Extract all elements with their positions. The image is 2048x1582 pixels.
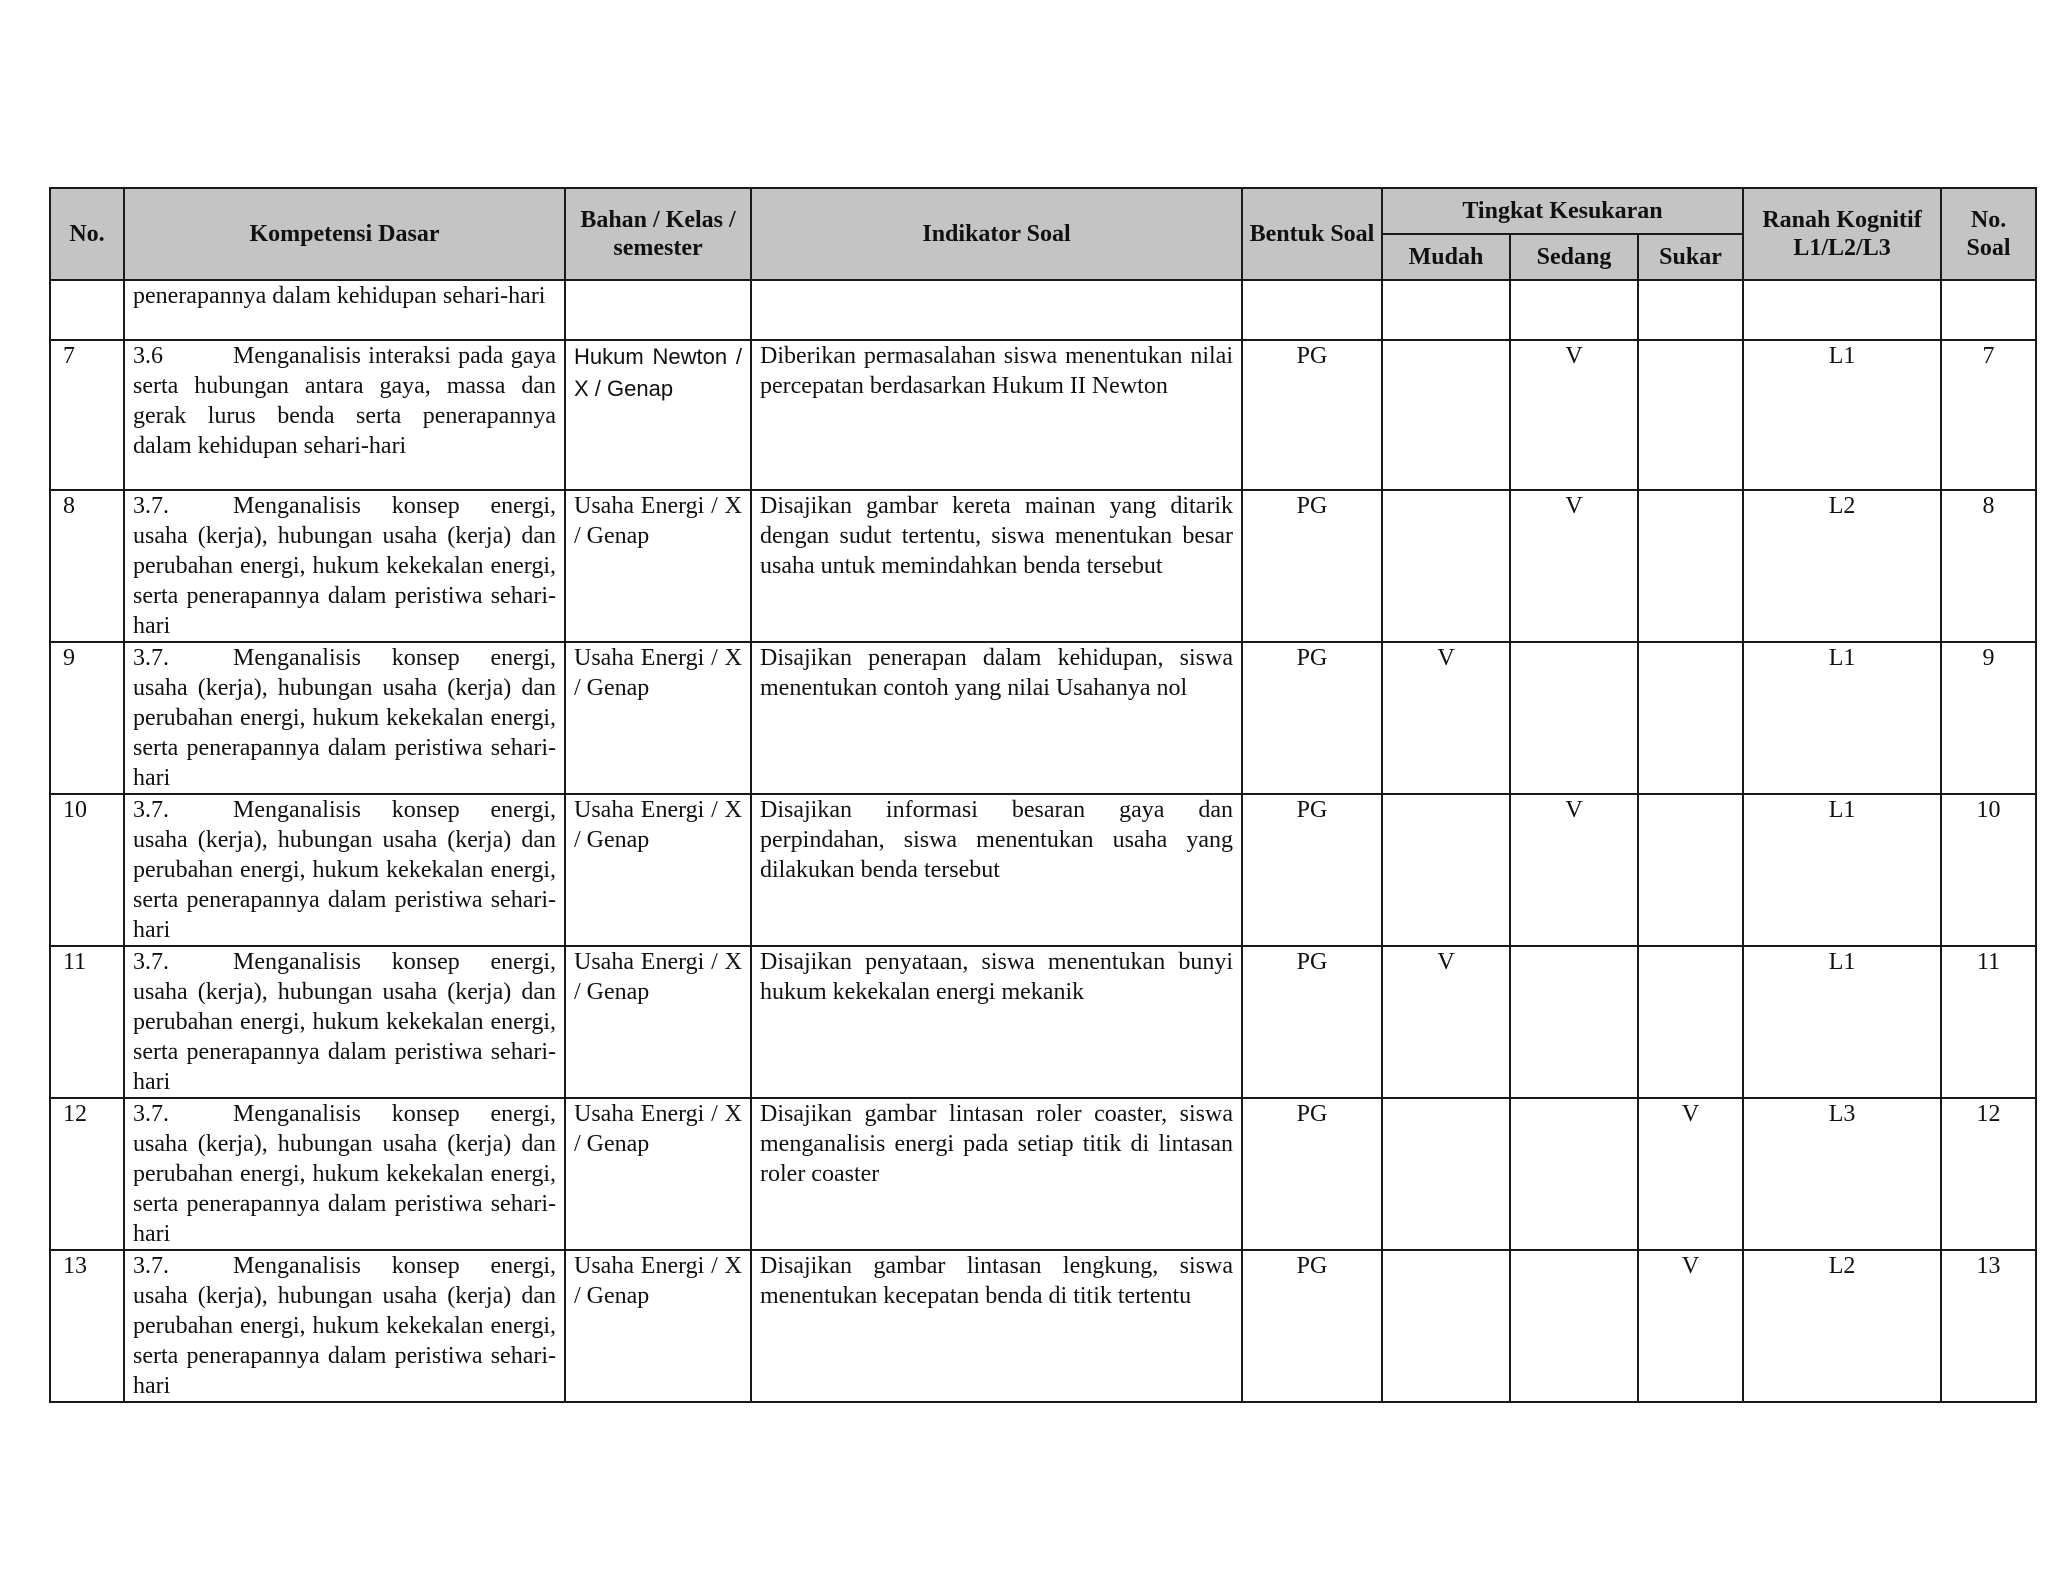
cell-sukar: V <box>1638 1250 1743 1402</box>
cell-bentuk: PG <box>1242 946 1382 1098</box>
cell-no: 13 <box>50 1250 124 1402</box>
cell-bentuk: PG <box>1242 794 1382 946</box>
cell-no: 11 <box>50 946 124 1098</box>
cell-bentuk: PG <box>1242 1098 1382 1250</box>
cell-bahan: Usaha Energi / X / Genap <box>565 946 751 1098</box>
table-body <box>50 280 2036 1402</box>
cell-kompetensi-dasar <box>124 642 565 794</box>
cell-sukar <box>1638 642 1743 794</box>
table-row-continuation <box>50 280 2036 340</box>
cell-sukar <box>1638 280 1743 340</box>
cell-no-soal: 12 <box>1941 1098 2036 1250</box>
cell-bentuk: PG <box>1242 642 1382 794</box>
table-row <box>50 642 2036 794</box>
kd-text: Menganalisis konsep energi, usaha (kerja), hubungan usaha (kerja) dan perubahan energi, hukum kekekalan energi, serta penerapannya dalam peristiwa sehari-hari <box>133 1253 556 1399</box>
cell-indikator: Disajikan gambar lintasan roler coaster, siswa menganalisis energi pada setiap titik di lintasan roler coaster <box>751 1098 1242 1250</box>
kd-number: 3.7. <box>133 493 169 519</box>
cell-bahan: Usaha Energi / X / Genap <box>565 1098 751 1250</box>
cell-sukar <box>1638 794 1743 946</box>
cell-sedang <box>1510 1250 1638 1402</box>
kisi-kisi-table <box>49 187 2037 1403</box>
cell-no-soal <box>1941 280 2036 340</box>
cell-mudah: V <box>1382 946 1510 1098</box>
cell-ranah: L2 <box>1743 490 1941 642</box>
kd-text: Menganalisis konsep energi, usaha (kerja), hubungan usaha (kerja) dan perubahan energi, hukum kekekalan energi, serta penerapannya dalam peristiwa sehari-hari <box>133 949 556 1095</box>
kd-text: Menganalisis interaksi pada gaya serta hubungan antara gaya, massa dan gerak lurus benda serta penerapannya dalam kehidupan sehari-hari <box>133 343 556 459</box>
cell-sedang: V <box>1510 794 1638 946</box>
cell-mudah <box>1382 490 1510 642</box>
cell-bahan: Usaha Energi / X / Genap <box>565 1250 751 1402</box>
cell-indikator <box>751 280 1242 340</box>
cell-kompetensi-dasar <box>124 1098 565 1250</box>
cell-ranah: L1 <box>1743 794 1941 946</box>
header-sedang: Sedang <box>1510 234 1638 280</box>
cell-ranah: L3 <box>1743 1098 1941 1250</box>
table-header <box>50 188 2036 280</box>
cell-bahan: Usaha Energi / X / Genap <box>565 794 751 946</box>
header-sukar: Sukar <box>1638 234 1743 280</box>
kd-text: Menganalisis konsep energi, usaha (kerja), hubungan usaha (kerja) dan perubahan energi, hukum kekekalan energi, serta penerapannya dalam peristiwa sehari-hari <box>133 645 556 791</box>
cell-bahan: Hukum Newton / X / Genap <box>565 340 751 490</box>
cell-no: 10 <box>50 794 124 946</box>
cell-bentuk <box>1242 280 1382 340</box>
cell-ranah: L1 <box>1743 340 1941 490</box>
header-kompetensi-dasar: Kompetensi Dasar <box>124 188 565 280</box>
kd-text: Menganalisis konsep energi, usaha (kerja), hubungan usaha (kerja) dan perubahan energi, hukum kekekalan energi, serta penerapannya dalam peristiwa sehari-hari <box>133 493 556 639</box>
cell-kompetensi-dasar <box>124 490 565 642</box>
header-tingkat-kesukaran: Tingkat Kesukaran <box>1382 188 1743 234</box>
cell-no-soal: 10 <box>1941 794 2036 946</box>
header-mudah: Mudah <box>1382 234 1510 280</box>
kd-number: 3.7. <box>133 1253 169 1279</box>
table-row <box>50 946 2036 1098</box>
kd-number: 3.7. <box>133 1101 169 1127</box>
cell-no-soal: 11 <box>1941 946 2036 1098</box>
cell-indikator: Disajikan gambar kereta mainan yang ditarik dengan sudut tertentu, siswa menentukan besar usaha untuk memindahkan benda tersebut <box>751 490 1242 642</box>
cell-mudah <box>1382 794 1510 946</box>
cell-sedang <box>1510 1098 1638 1250</box>
cell-mudah <box>1382 1098 1510 1250</box>
cell-sedang <box>1510 642 1638 794</box>
cell-ranah <box>1743 280 1941 340</box>
cell-bentuk: PG <box>1242 340 1382 490</box>
cell-mudah <box>1382 1250 1510 1402</box>
header-ranah-kognitif: Ranah Kognitif L1/L2/L3 <box>1743 188 1941 280</box>
table-row <box>50 1098 2036 1250</box>
cell-indikator: Disajikan penerapan dalam kehidupan, siswa menentukan contoh yang nilai Usahanya nol <box>751 642 1242 794</box>
cell-mudah: V <box>1382 642 1510 794</box>
header-indikator-soal: Indikator Soal <box>751 188 1242 280</box>
cell-ranah: L1 <box>1743 946 1941 1098</box>
cell-ranah: L1 <box>1743 642 1941 794</box>
cell-sedang <box>1510 280 1638 340</box>
cell-indikator: Disajikan penyataan, siswa menentukan bunyi hukum kekekalan energi mekanik <box>751 946 1242 1098</box>
header-bahan-kelas-semester: Bahan / Kelas / semester <box>565 188 751 280</box>
cell-bahan: Usaha Energi / X / Genap <box>565 642 751 794</box>
kd-number: 3.7. <box>133 797 169 823</box>
cell-bentuk: PG <box>1242 1250 1382 1402</box>
cell-no-soal: 9 <box>1941 642 2036 794</box>
cell-ranah: L2 <box>1743 1250 1941 1402</box>
header-no: No. <box>50 188 124 280</box>
cell-bahan: Usaha Energi / X / Genap <box>565 490 751 642</box>
cell-mudah <box>1382 340 1510 490</box>
cell-sedang: V <box>1510 340 1638 490</box>
cell-bentuk: PG <box>1242 490 1382 642</box>
cell-kompetensi-dasar: penerapannya dalam kehidupan sehari-hari <box>124 280 565 340</box>
cell-sedang: V <box>1510 490 1638 642</box>
cell-sukar <box>1638 490 1743 642</box>
cell-mudah <box>1382 280 1510 340</box>
cell-indikator: Diberikan permasalahan siswa menentukan nilai percepatan berdasarkan Hukum II Newton <box>751 340 1242 490</box>
cell-no: 12 <box>50 1098 124 1250</box>
kd-number: 3.7. <box>133 645 169 671</box>
cell-no-soal: 8 <box>1941 490 2036 642</box>
kd-number: 3.7. <box>133 949 169 975</box>
cell-no: 8 <box>50 490 124 642</box>
cell-no <box>50 280 124 340</box>
cell-bahan <box>565 280 751 340</box>
cell-no: 9 <box>50 642 124 794</box>
kd-text: Menganalisis konsep energi, usaha (kerja), hubungan usaha (kerja) dan perubahan energi, hukum kekekalan energi, serta penerapannya dalam peristiwa sehari-hari <box>133 1101 556 1247</box>
cell-indikator: Disajikan gambar lintasan lengkung, siswa menentukan kecepatan benda di titik tertentu <box>751 1250 1242 1402</box>
table-row <box>50 1250 2036 1402</box>
cell-kompetensi-dasar <box>124 794 565 946</box>
kd-text: Menganalisis konsep energi, usaha (kerja), hubungan usaha (kerja) dan perubahan energi, hukum kekekalan energi, serta penerapannya dalam peristiwa sehari-hari <box>133 797 556 943</box>
cell-no: 7 <box>50 340 124 490</box>
cell-sukar: V <box>1638 1098 1743 1250</box>
table-row <box>50 794 2036 946</box>
header-bentuk-soal: Bentuk Soal <box>1242 188 1382 280</box>
cell-sukar <box>1638 340 1743 490</box>
table-row <box>50 490 2036 642</box>
cell-sukar <box>1638 946 1743 1098</box>
cell-no-soal: 13 <box>1941 1250 2036 1402</box>
cell-kompetensi-dasar <box>124 946 565 1098</box>
cell-no-soal: 7 <box>1941 340 2036 490</box>
cell-kompetensi-dasar <box>124 1250 565 1402</box>
cell-kompetensi-dasar <box>124 340 565 490</box>
cell-indikator: Disajikan informasi besaran gaya dan perpindahan, siswa menentukan usaha yang dilakukan benda tersebut <box>751 794 1242 946</box>
header-no-soal: No. Soal <box>1941 188 2036 280</box>
table-row <box>50 340 2036 490</box>
kd-number: 3.6 <box>133 343 163 369</box>
cell-sedang <box>1510 946 1638 1098</box>
